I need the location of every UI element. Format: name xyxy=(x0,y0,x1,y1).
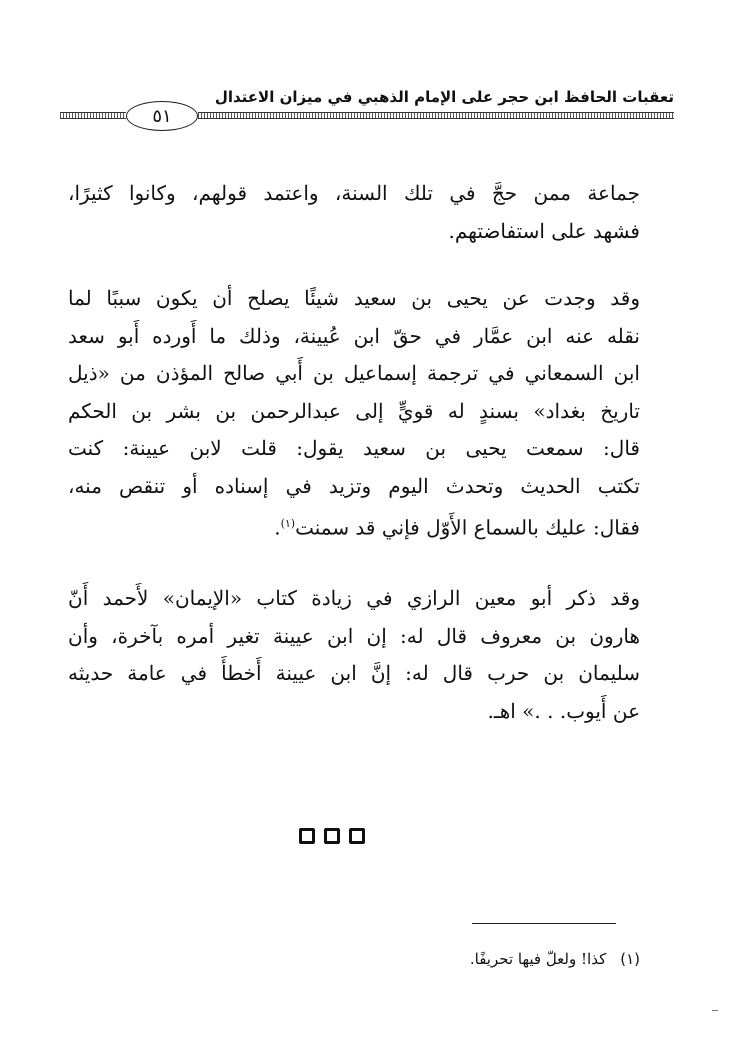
paragraph-3 xyxy=(68,580,640,730)
text-line: قال: سمعت يحيى بن سعيد يقول: قلت لابن عيينة: كنت xyxy=(68,436,640,460)
text-line: تكتب الحديث وتحدث اليوم وتزيد في إسناده أو تنقص منه، xyxy=(68,473,640,498)
footnote xyxy=(330,950,640,968)
page-number xyxy=(126,101,198,131)
trailing-punctuation: . xyxy=(274,515,281,540)
text-line: هارون بن معروف قال له: إن ابن عيينة تغير أمره بآخرة، وأن xyxy=(68,623,640,648)
margin-mark xyxy=(712,1010,718,1011)
footnote-number: (١) xyxy=(620,950,640,968)
text-line: وقد ذكر أبو معين الرازي في زيادة كتاب «الإيمان» لأَحمد أَنّ xyxy=(68,586,640,610)
page-number-text: ٥١ xyxy=(152,105,172,127)
footnote-text: كذا! ولعلّ فيها تحريفًا. xyxy=(469,950,607,968)
text-line: جماعة ممن حجَّ في تلك السنة، واعتمد قولهم، وكانوا كثيرًا، xyxy=(68,181,640,205)
text-line: عن أَيوب. . .» اهـ. xyxy=(487,698,640,723)
text-line: وقد وجدت عن يحيى بن سعيد شيئًا يصلح أن يكون سببًا لما xyxy=(68,286,640,310)
header-rule-left xyxy=(60,112,126,119)
footnote-rule xyxy=(472,923,616,924)
text-line: سليمان بن حرب قال له: إنَّ ابن عيينة أَخطأَ في عامة حديثه xyxy=(68,661,640,685)
paragraph-2 xyxy=(68,280,640,543)
text-line: فشهد على استفاضتهم. xyxy=(448,218,640,243)
section-separator xyxy=(299,828,365,844)
footnote-reference[interactable]: (١) xyxy=(280,517,296,530)
square-ornament-icon xyxy=(324,828,340,844)
text-line-with-footnote xyxy=(68,505,640,543)
header-rule xyxy=(198,112,674,119)
text-line: فقال: عليك بالسماع الأَوّل فإني قد سمنت xyxy=(295,515,640,540)
running-header-title: تعقبات الحافظ ابن حجر على الإمام الذهبي في ميزان الاعتدال xyxy=(214,88,674,106)
square-ornament-icon xyxy=(299,828,315,844)
text-line: ابن السمعاني في ترجمة إسماعيل بن أَبي صالح المؤذن من «ذيل xyxy=(68,361,640,385)
text-line: نقله عنه ابن عمَّار في حقّ ابن عُيينة، وذلك ما أَورده أَبو سعد xyxy=(68,323,640,348)
text-line: تاريخ بغداد» بسندٍ له قويٍّ إلى عبدالرحمن بن بشر بن الحكم xyxy=(68,398,640,423)
paragraph-1 xyxy=(68,175,640,250)
square-ornament-icon xyxy=(349,828,365,844)
